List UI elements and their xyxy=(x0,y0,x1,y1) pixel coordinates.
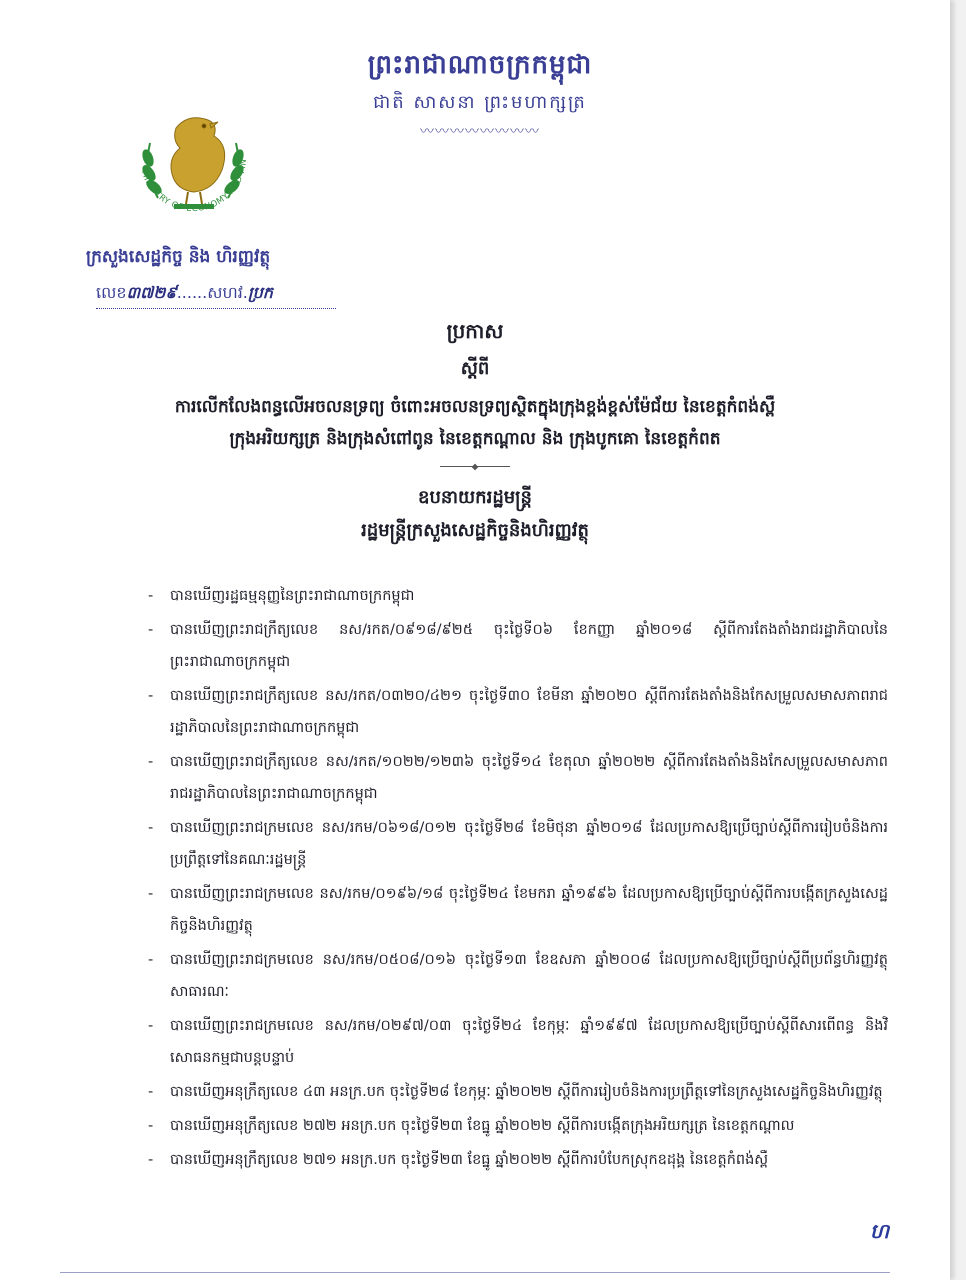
document-about: ស្តីពី xyxy=(460,358,490,379)
header-ornament: 〰〰〰〰〰〰〰〰 xyxy=(420,124,540,140)
subject-line-1: ការលើកលែងពន្ធលើអចលនទ្រព្យ ចំពោះអចលនទ្រព្យស្ថិតក្នុងក្រុងខ្ពង់ខ្ពស់ម៉ែជ័យ នៃខេត្តកំពង់ស្ពឺ xyxy=(174,397,776,417)
list-item: - បានឃើញព្រះរាជក្រមលេខ នស/រកម/០៥០៨/០១៦ ចុះថ្ងៃទី១៣ ខែឧសភា ឆ្នាំ២០០៨ ដែលប្រកាសឱ្យប្រើច្បាប់ស្តីពីប្រព័ន្ធហិរញ្ញវត្ថុសាធារណៈ xyxy=(148,944,888,1008)
list-item: - បានឃើញព្រះរាជក្រមលេខ នស/រកម/០៦១៨/០១២ ចុះថ្ងៃទី២៨ ខែមិថុនា ឆ្នាំ២០១៨ ដែលប្រកាសឱ្យប្រើច្បាប់ស្តីពីការរៀបចំនិងការប្រព្រឹត្តទៅនៃគណៈរដ្ឋមន្ត្រី xyxy=(148,812,888,876)
list-item: - បានឃើញព្រះរាជក្រមលេខ នស/រកម/០២៩៧/០៣ ចុះថ្ងៃទី២៤ ខែកុម្ភៈ ឆ្នាំ១៩៩៧ ដែលប្រកាសឱ្យប្រើច្បាប់ស្តីពីសារពើពន្ធ និងវិសោធនកម្មជាបន្តបន្ទាប់ xyxy=(148,1010,888,1074)
reference-number xyxy=(96,282,336,309)
document-subject xyxy=(60,391,890,455)
list-item: - បានឃើញព្រះរាជក្រឹត្យលេខ នស/រកត/១០២២/១២៣៦ ចុះថ្ងៃទី១៤ ខែតុលា ឆ្នាំ២០២២ ស្តីពីការតែងតាំងនិងកែសម្រួលសមាសភាពរាជរដ្ឋាភិបាលនៃព្រះរាជាណាចក្រកម្ពុជា xyxy=(148,746,888,810)
heading-divider xyxy=(440,463,510,471)
document-heading xyxy=(60,318,890,545)
list-item: - បានឃើញអនុក្រឹត្យលេខ ២៧២ អនក្រ.បក ចុះថ្ងៃទី២៣ ខែធ្នូ ឆ្នាំ២០២២ ស្តីពីការបង្កើតក្រុងអរិយក្សត្រ នៃខេត្តកណ្តាល xyxy=(148,1110,888,1142)
list-item: - បានឃើញព្រះរាជក្រឹត្យលេខ នស/រកត/០៩១៨/៩២៥ ចុះថ្ងៃទី០៦ ខែកញ្ញា ឆ្នាំ២០១៨ ស្តីពីការតែងតាំងរាជរដ្ឋាភិបាលនៃព្រះរាជាណាចក្រកម្ពុជា xyxy=(148,614,888,678)
authority-subtitle: រដ្ឋមន្ត្រីក្រសួងសេដ្ឋកិច្ចនិងហិរញ្ញវត្ថុ xyxy=(361,520,589,541)
ref-prefix: លេខ xyxy=(96,283,127,302)
handwritten-initial: ហ xyxy=(870,1219,890,1243)
seal-text: MINISTRY OF ECONOMY AND FIN xyxy=(138,158,250,215)
seal-emblem-icon xyxy=(118,88,268,238)
authority-title: ឧបនាយករដ្ឋមន្ត្រី xyxy=(418,487,532,508)
kingdom-title: ព្រះរាជាណាចក្រកម្ពុជា xyxy=(367,50,593,80)
list-item: - បានឃើញអនុក្រឹត្យលេខ ២៧១ អនក្រ.បក ចុះថ្ងៃទី២៣ ខែធ្នូ ឆ្នាំ២០២២ ស្តីពីការបំបែកស្រុកឧដុង្គ នៃខេត្តកំពង់ស្ពឺ xyxy=(148,1144,888,1176)
document-type: ប្រកាស xyxy=(446,319,504,343)
ministry-seal-logo xyxy=(118,88,268,238)
ministry-name: ក្រសួងសេដ្ឋកិច្ច និង ហិរញ្ញវត្ថុ xyxy=(86,247,271,267)
subject-line-2: ក្រុងអរិយក្សត្រ និងក្រុងសំពៅពូន នៃខេត្តកណ្តាល និង ក្រុងបូកគោ នៃខេត្តកំពត xyxy=(229,429,721,449)
bottom-rule xyxy=(60,1272,890,1273)
national-motto: ជាតិ សាសនា ព្រះមហាក្សត្រ xyxy=(373,92,587,113)
list-item: - បានឃើញរដ្ឋធម្មនុញ្ញនៃព្រះរាជាណាចក្រកម្ពុជា xyxy=(148,580,888,612)
kingdom-header xyxy=(300,48,660,141)
ref-suffix: សហវ. xyxy=(207,283,248,302)
list-item: - បានឃើញអនុក្រឹត្យលេខ ៤៣ អនក្រ.បក ចុះថ្ងៃទី២៨ ខែកុម្ភៈ ឆ្នាំ២០២២ ស្តីពីការរៀបចំនិងការប្រព្រឹត្តទៅនៃក្រសួងសេដ្ឋកិច្ចនិងហិរញ្ញវត្ថុ xyxy=(148,1076,888,1108)
ref-dots: ...... xyxy=(176,283,208,302)
ref-number-handwritten: ៣៧២៩ xyxy=(126,283,177,302)
list-item: - បានឃើញព្រះរាជក្រឹត្យលេខ នស/រកត/០៣២០/៤២១ ចុះថ្ងៃទី៣០ ខែមីនា ឆ្នាំ២០២០ ស្តីពីការតែងតាំងនិងកែសម្រួលសមាសភាពរាជរដ្ឋាភិបាលនៃព្រះរាជាណាចក្រកម្ពុជា xyxy=(148,680,888,744)
legal-basis-list xyxy=(148,580,888,1178)
ref-suffix-handwritten: ប្រក xyxy=(247,283,273,302)
list-item: - បានឃើញព្រះរាជក្រមលេខ នស/រកម/០១៩៦/១៨ ចុះថ្ងៃទី២៤ ខែមករា ឆ្នាំ១៩៩៦ ដែលប្រកាសឱ្យប្រើច្បាប់ស្តីពីការបង្កើតក្រសួងសេដ្ឋកិច្ចនិងហិរញ្ញវត្ថុ xyxy=(148,878,888,942)
